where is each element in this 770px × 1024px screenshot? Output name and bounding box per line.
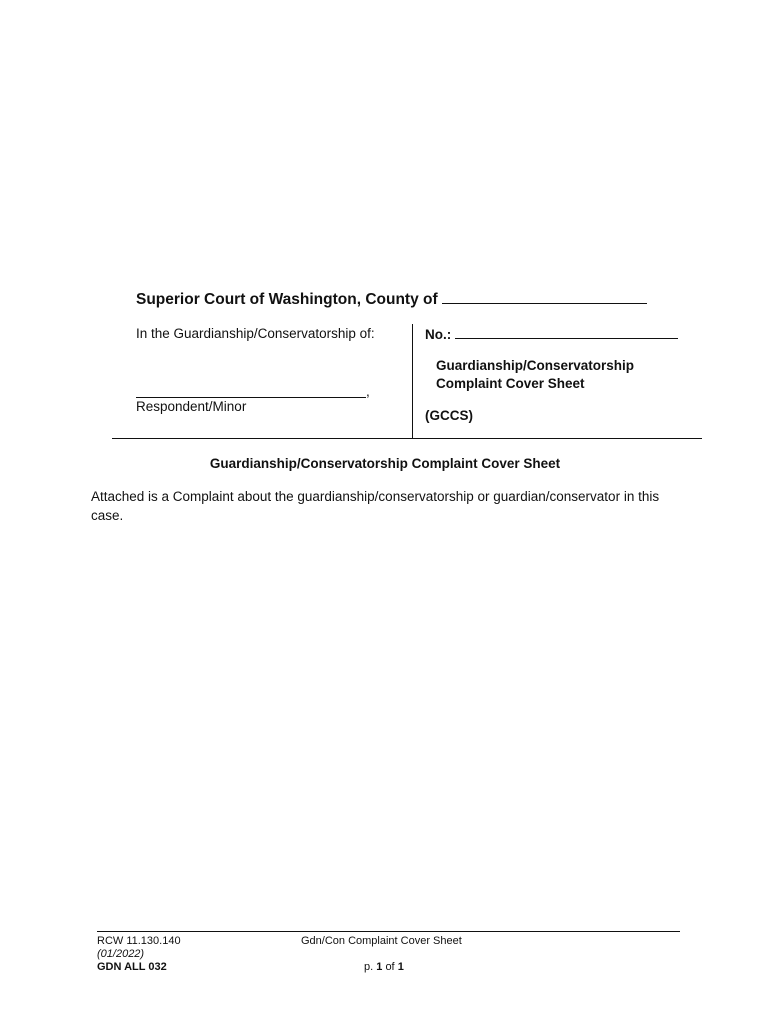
caption-horizontal-divider [112,438,702,439]
respondent-name-field[interactable] [136,397,366,398]
page-of: of [385,961,395,973]
body-paragraph: Attached is a Complaint about the guardianship/conservatorship or guardian/conservator in this case. [91,489,660,523]
document-title: Guardianship/Conservatorship Complaint Cover Sheet [436,358,635,391]
footer-statute: RCW 11.130.140 [97,935,181,947]
case-number-field[interactable] [455,326,678,339]
case-number-label: No.: [425,327,452,342]
footer-revision-date: (01/2022) [97,948,145,960]
matter-label: In the Guardianship/Conservatorship of: [136,326,375,341]
county-blank-field[interactable] [442,289,647,304]
document-abbrev: (GCCS) [425,408,473,423]
respondent-label: Respondent/Minor [136,399,247,414]
court-title [136,289,647,309]
footer-form-title: Gdn/Con Complaint Cover Sheet [301,935,462,947]
page-current: 1 [376,961,383,973]
page-total: 1 [397,961,404,973]
caption-vertical-divider [412,324,413,438]
court-title-text: Superior Court of Washington, County of [136,291,438,308]
footer-form-number: GDN ALL 032 [97,961,167,973]
footer-rule [97,931,680,932]
footer-page-number [364,961,404,973]
name-suffix: , [366,384,370,399]
case-number [425,326,678,342]
page-prefix: p. [364,961,374,973]
section-heading: Guardianship/Conservatorship Complaint Cover Sheet [209,456,561,471]
